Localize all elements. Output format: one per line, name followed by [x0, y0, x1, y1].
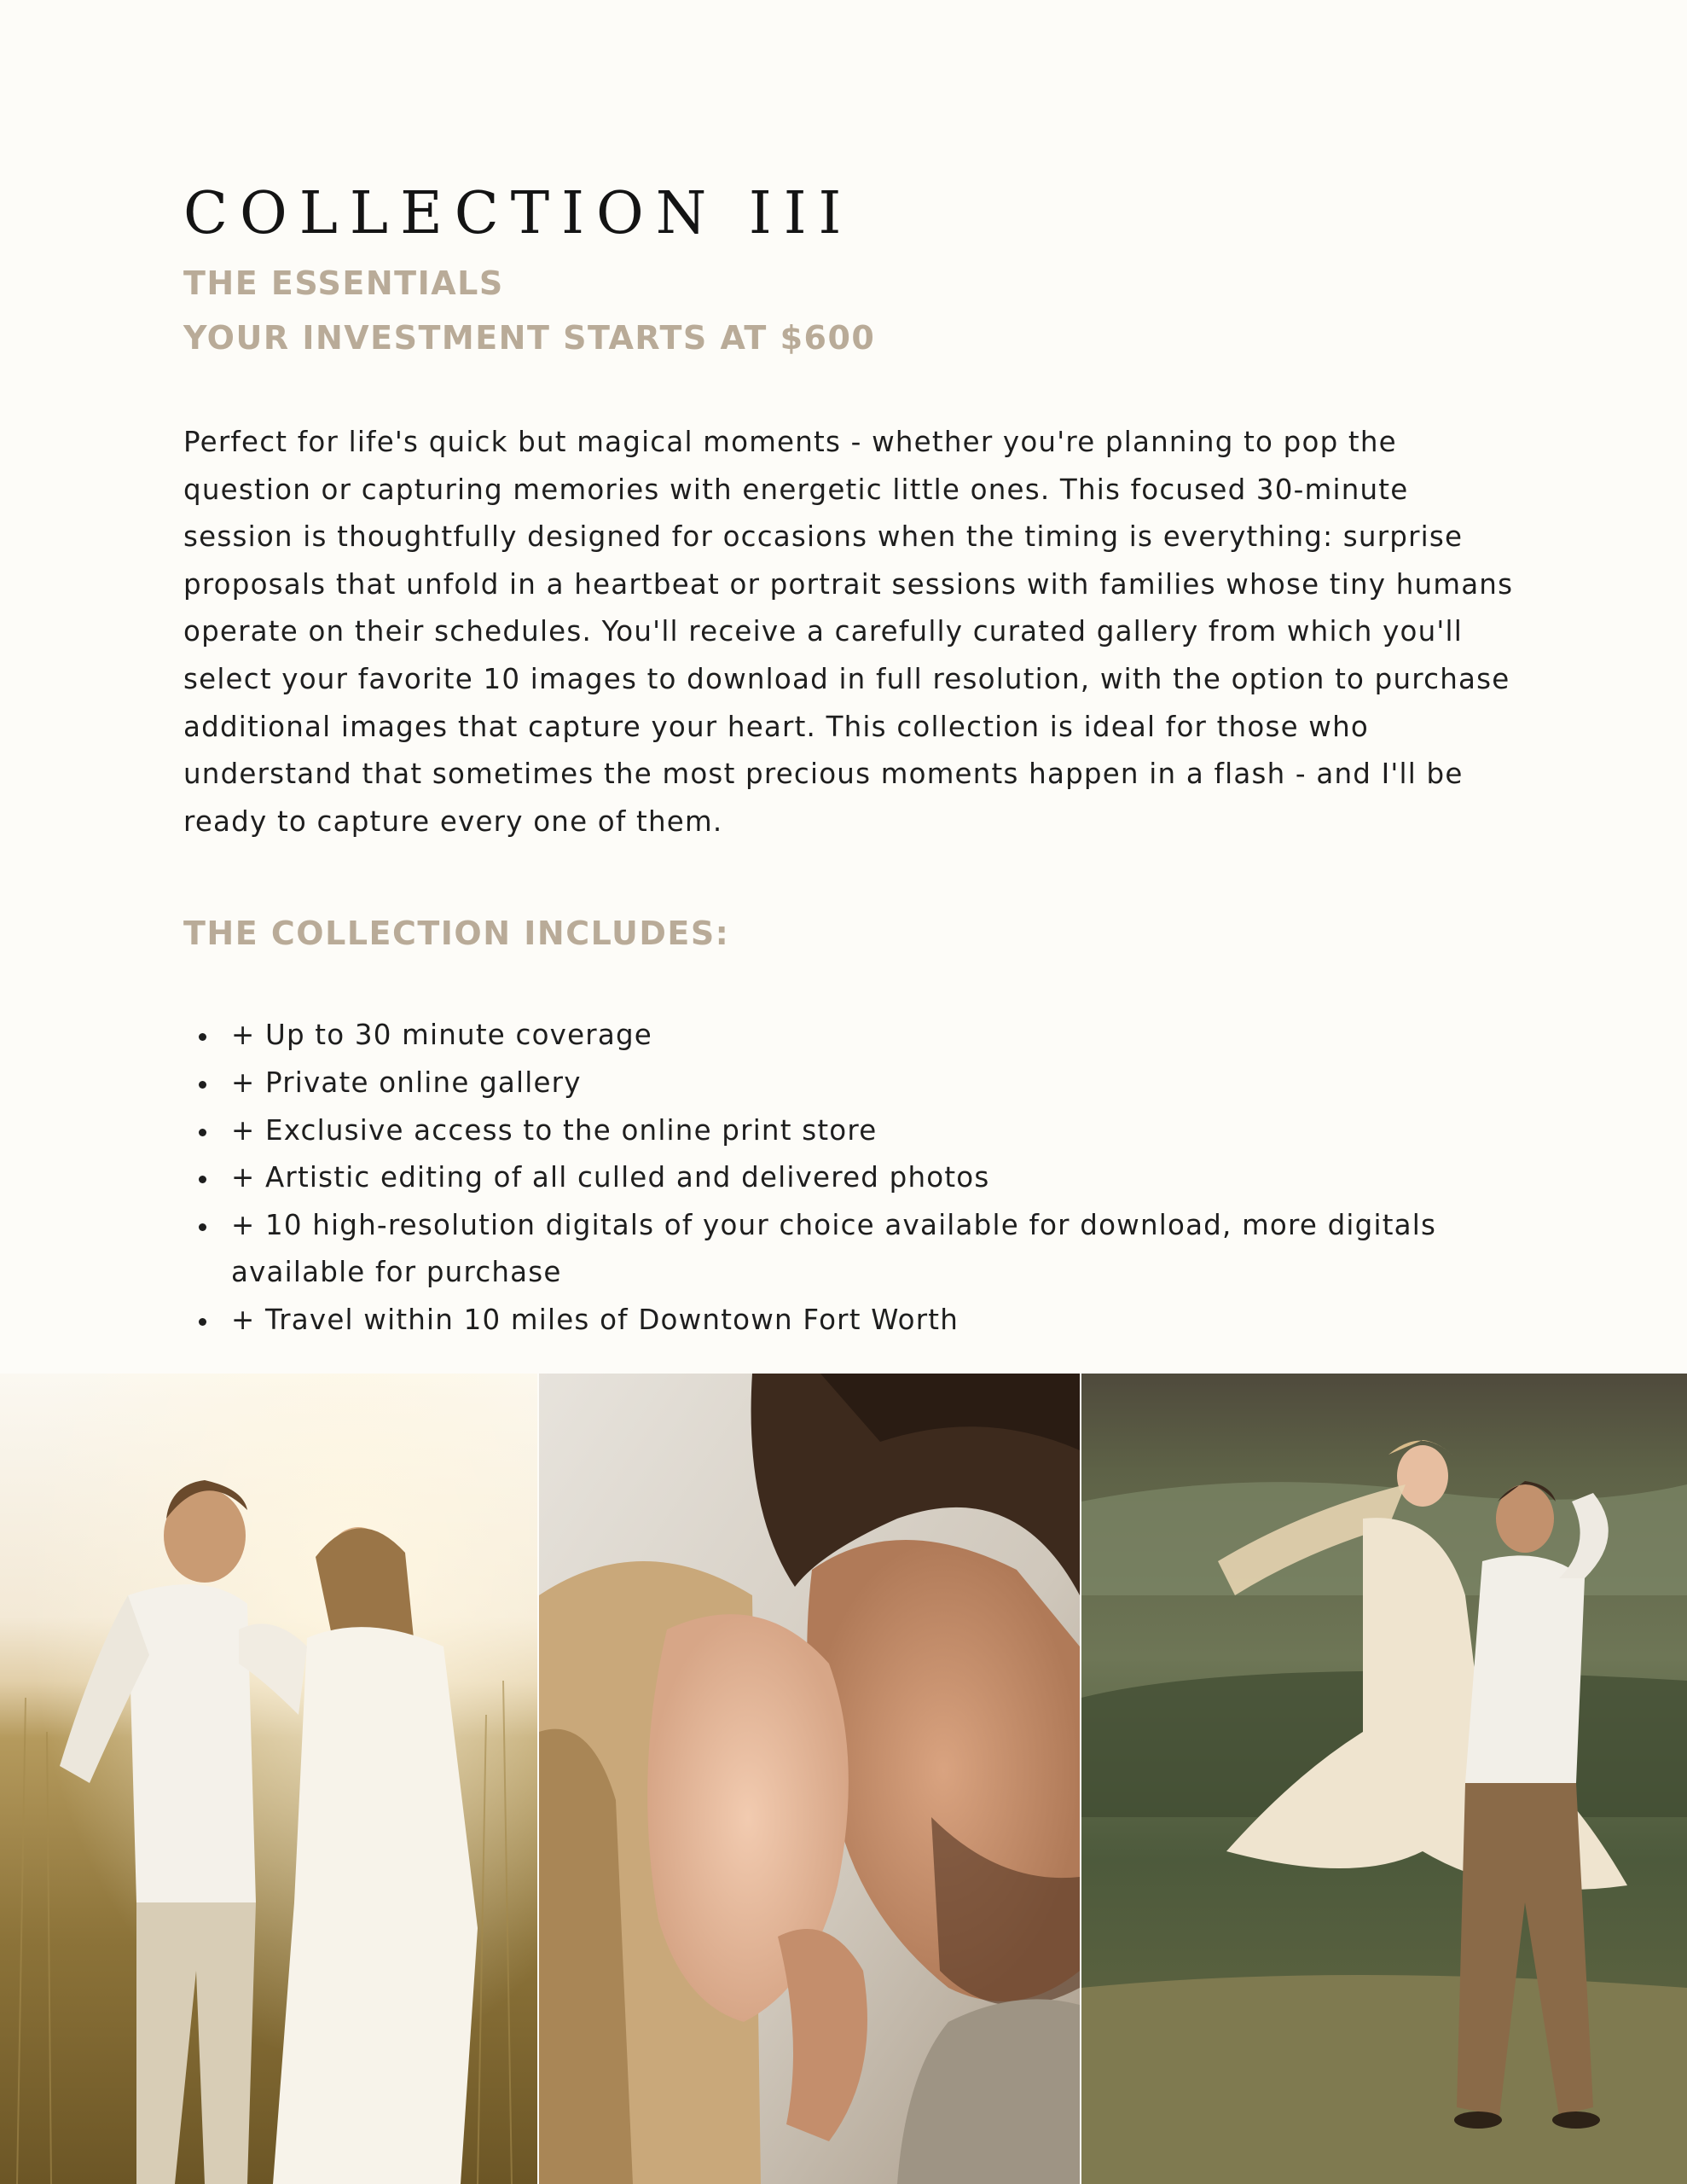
list-item-label: + Up to 30 minute coverage: [231, 1019, 652, 1052]
bullet-icon: [199, 1318, 206, 1326]
bullet-icon: [199, 1081, 206, 1089]
collection-description: Perfect for life's quick but magical moments - whether you're planning to pop the question or capturing memories with energetic little ones. This focused 30-minute session is thoughtfully designed for occasions when the timing is everything: surprise proposals that unfold in a heartbeat or portrait sessions with families whose tiny humans operate on their schedules. You'll receive a carefully curated gallery from which you'll select your favorite 10 images to download in full resolution, with the option to purchase additional images that capture your heart. This collection is ideal for those who understand that sometimes the most precious moments happen in a flash - and I'll be ready to capture every one of them.: [183, 426, 1514, 838]
price-line: YOUR INVESTMENT STARTS AT $600: [183, 319, 876, 357]
collection-subtitle: THE ESSENTIALS: [183, 264, 504, 302]
list-item: [183, 1154, 1514, 1202]
photo-couple-twirl-field: [1081, 1374, 1687, 2184]
bullet-icon: [199, 1033, 206, 1041]
collection-title: COLLECTION III: [183, 180, 854, 247]
includes-heading: THE COLLECTION INCLUDES:: [183, 915, 730, 953]
photo-couple-forehead-closeup: [539, 1374, 1080, 2184]
list-item: [183, 1107, 1514, 1155]
list-item: [183, 1060, 1514, 1107]
list-item-label: + 10 high-resolution digitals of your choice available for download, more digitals available for purchase: [231, 1208, 1437, 1289]
bullet-icon: [199, 1129, 206, 1136]
list-item-label: + Exclusive access to the online print store: [231, 1113, 878, 1147]
list-item-label: + Travel within 10 miles of Downtown Fort Worth: [231, 1303, 959, 1336]
list-item: [183, 1202, 1514, 1297]
list-item-label: + Private online gallery: [231, 1066, 582, 1099]
bullet-icon: [199, 1223, 206, 1231]
bullet-icon: [199, 1176, 206, 1183]
photo-couple-hand-kiss: [0, 1374, 537, 2184]
list-item: [183, 1297, 1514, 1345]
includes-list: [183, 1012, 1514, 1344]
list-item: [183, 1012, 1514, 1060]
collection-content: [183, 179, 1514, 1345]
list-item-label: + Artistic editing of all culled and delivered photos: [231, 1161, 990, 1194]
